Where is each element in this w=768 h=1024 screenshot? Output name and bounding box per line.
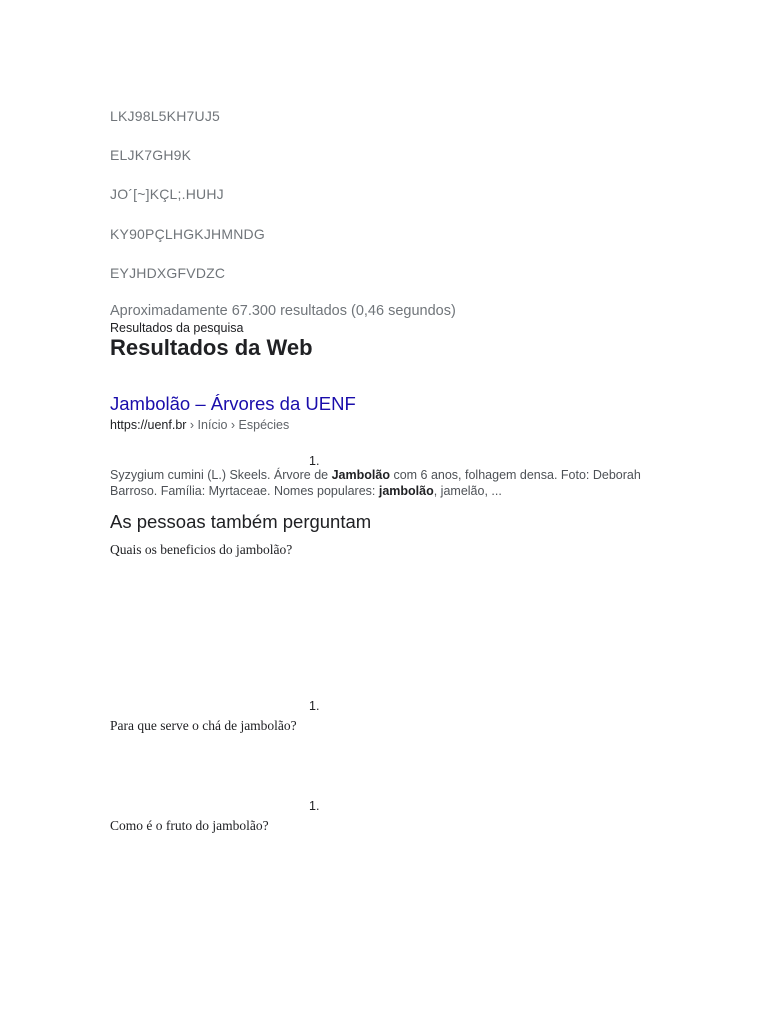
result-snippet: Syzygium cumini (L.) Skeels. Árvore de Jambolão com 6 anos, folhagem densa. Foto: Deborah Barroso. Família: Myrtaceae. Nomes populares: jambolão, jamelão, ... [110, 468, 641, 498]
code-line-3: JO´[~]KÇL;.HUHJ [110, 186, 224, 202]
code-line-2: ELJK7GH9K [110, 147, 192, 163]
code-line-4: KY90PÇLHGKJHMNDG [110, 226, 265, 242]
question-number-3: 1. [309, 799, 320, 813]
web-results-heading: Resultados da Web [110, 335, 313, 360]
result-stats: Aproximadamente 67.300 resultados (0,46 segundos) [110, 303, 456, 319]
question-1[interactable]: Quais os beneficios do jambolão? [110, 542, 293, 557]
result-title-link[interactable]: Jambolão – Árvores da UENF [110, 393, 356, 414]
results-label: Resultados da pesquisa [110, 321, 244, 335]
code-line-1: LKJ98L5KH7UJ5 [110, 108, 220, 124]
question-3[interactable]: Como é o fruto do jambolão? [110, 818, 269, 833]
people-also-ask-heading: As pessoas também perguntam [110, 511, 372, 532]
question-number-2: 1. [309, 699, 320, 713]
result-url-breadcrumb: › Início › Espécies [186, 418, 290, 432]
result-list-number: 1. [309, 454, 320, 468]
question-2[interactable]: Para que serve o chá de jambolão? [110, 718, 297, 733]
result-url[interactable] [110, 418, 289, 432]
code-line-5: EYJHDXGFVDZC [110, 265, 226, 281]
result-url-domain: https://uenf.br [110, 418, 187, 432]
